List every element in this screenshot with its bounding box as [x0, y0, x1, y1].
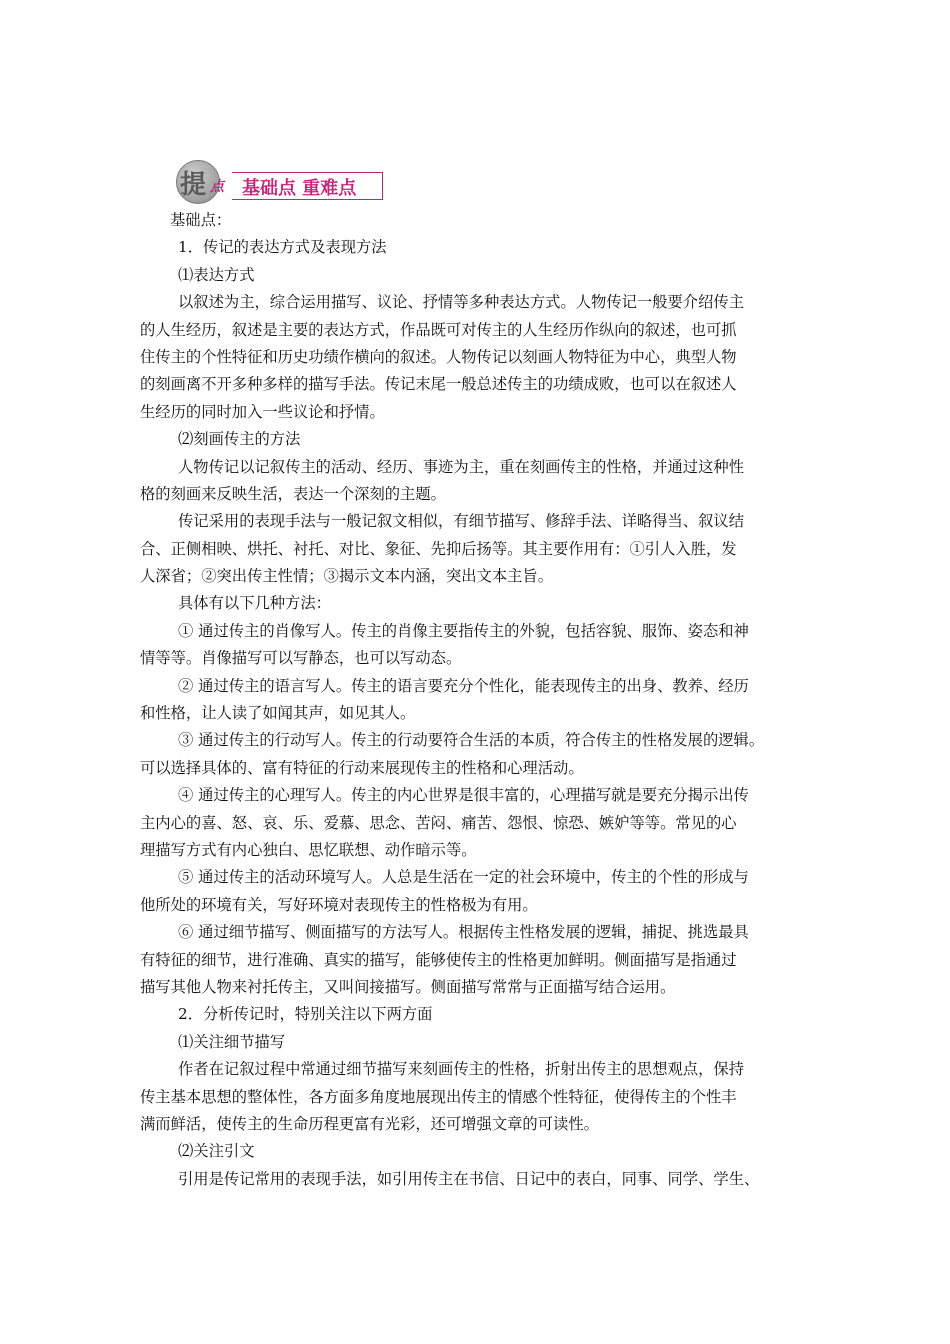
text-line: ① 通过传主的肖像写人。传主的肖像主要指传主的外貌，包括容貌、服饰、姿态和神	[178, 621, 749, 640]
text-line: ⑥ 通过细节描写、侧面描写的方法写人。根据传主性格发展的逻辑，捕捉、挑选最具	[178, 923, 749, 942]
text-line: 2．分析传记时，特别关注以下两方面	[178, 1005, 433, 1024]
text-line: 的刻画离不开多种多样的描写手法。传记末尾一般总述传主的功绩成败，也可以在叙述人	[140, 375, 737, 394]
text-line: 引用是传记常用的表现手法，如引用传主在书信、日记中的表白，同事、同学、学生、	[178, 1169, 760, 1188]
text-line: 传主基本思想的整体性，各方面多角度地展现出传主的情感个性特征，使得传主的个性丰	[140, 1087, 737, 1106]
text-line: ⑤ 通过传主的活动环境写人。人总是生活在一定的社会环境中，传主的个性的形成与	[178, 868, 749, 887]
text-line: 理描写方式有内心独白、思忆联想、动作暗示等。	[140, 840, 477, 859]
text-line: 1．传记的表达方式及表现方法	[178, 238, 387, 257]
section-header-badge	[176, 160, 394, 204]
section-title: 基础点 重难点	[242, 178, 357, 199]
text-line: ④ 通过传主的心理写人。传主的内心世界是很丰富的，心理描写就是要充分揭示出传	[178, 786, 749, 805]
text-line: 人物传记以记叙传主的活动、经历、事迹为主，重在刻画传主的性格，并通过这种性	[178, 457, 744, 476]
text-line: 主内心的喜、怒、哀、乐、爱慕、思念、苦闷、痛苦、怨恨、惊恐、嫉妒等等。常见的心	[140, 813, 737, 832]
text-line: 格的刻画来反映生活，表达一个深刻的主题。	[140, 484, 446, 503]
text-line: 合、正侧相映、烘托、衬托、对比、象征、先抑后扬等。其主要作用有：①引人入胜，发	[140, 539, 737, 558]
text-line: 具体有以下几种方法：	[178, 594, 331, 613]
text-line: ⑴表达方式	[178, 265, 255, 284]
text-line: 生经历的同时加入一些议论和抒情。	[140, 402, 385, 421]
text-line: ⑵关注引文	[178, 1142, 255, 1161]
text-line: 的人生经历，叙述是主要的表达方式，作品既可对传主的人生经历作纵向的叙述，也可抓	[140, 320, 737, 339]
text-line: ② 通过传主的语言写人。传主的语言要充分个性化，能表现传主的出身、教养、经历	[178, 676, 749, 695]
text-line: 作者在记叙过程中常通过细节描写来刻画传主的性格，折射出传主的思想观点，保持	[178, 1060, 744, 1079]
text-line: 情等等。肖像描写可以写静态，也可以写动态。	[140, 649, 462, 668]
text-line: 基础点：	[170, 211, 232, 229]
text-line: ⑵刻画传主的方法	[178, 430, 301, 449]
text-line: 有特征的细节，进行准确、真实的描写，能够使传主的性格更加鲜明。侧面描写是指通过	[140, 950, 737, 969]
text-line: 传记采用的表现手法与一般记叙文相似，有细节描写、修辞手法、详略得当、叙议结	[178, 512, 744, 531]
text-line: 和性格，让人读了如闻其声，如见其人。	[140, 704, 416, 723]
text-line: 可以选择具体的、富有特征的行动来展现传主的性格和心理活动。	[140, 758, 584, 777]
text-line: 以叙述为主，综合运用描写、议论、抒情等多种表达方式。人物传记一般要介绍传主	[178, 293, 744, 312]
text-line: 满而鲜活，使传主的生命历程更富有光彩，还可增强文章的可读性。	[140, 1114, 599, 1133]
text-line: ⑴关注细节描写	[178, 1032, 286, 1051]
text-line: 他所处的环境有关，写好环境对表现传主的性格极为有用。	[140, 895, 538, 914]
text-line: ③ 通过传主的行动写人。传主的行动要符合生活的本质，符合传主的性格发展的逻辑。	[178, 731, 765, 750]
badge-char: 提	[180, 170, 207, 200]
document-body	[140, 207, 820, 1193]
text-line: 人深省；②突出传主性情；③揭示文本内涵，突出文本主旨。	[140, 567, 554, 586]
text-line: 描写其他人物来衬托传主，又叫间接描写。侧面描写常常与正面描写结合运用。	[140, 977, 676, 996]
badge-small-label: 点	[210, 179, 224, 195]
text-line: 住传主的个性特征和历史功绩作横向的叙述。人物传记以刻画人物特征为中心，典型人物	[140, 347, 737, 366]
